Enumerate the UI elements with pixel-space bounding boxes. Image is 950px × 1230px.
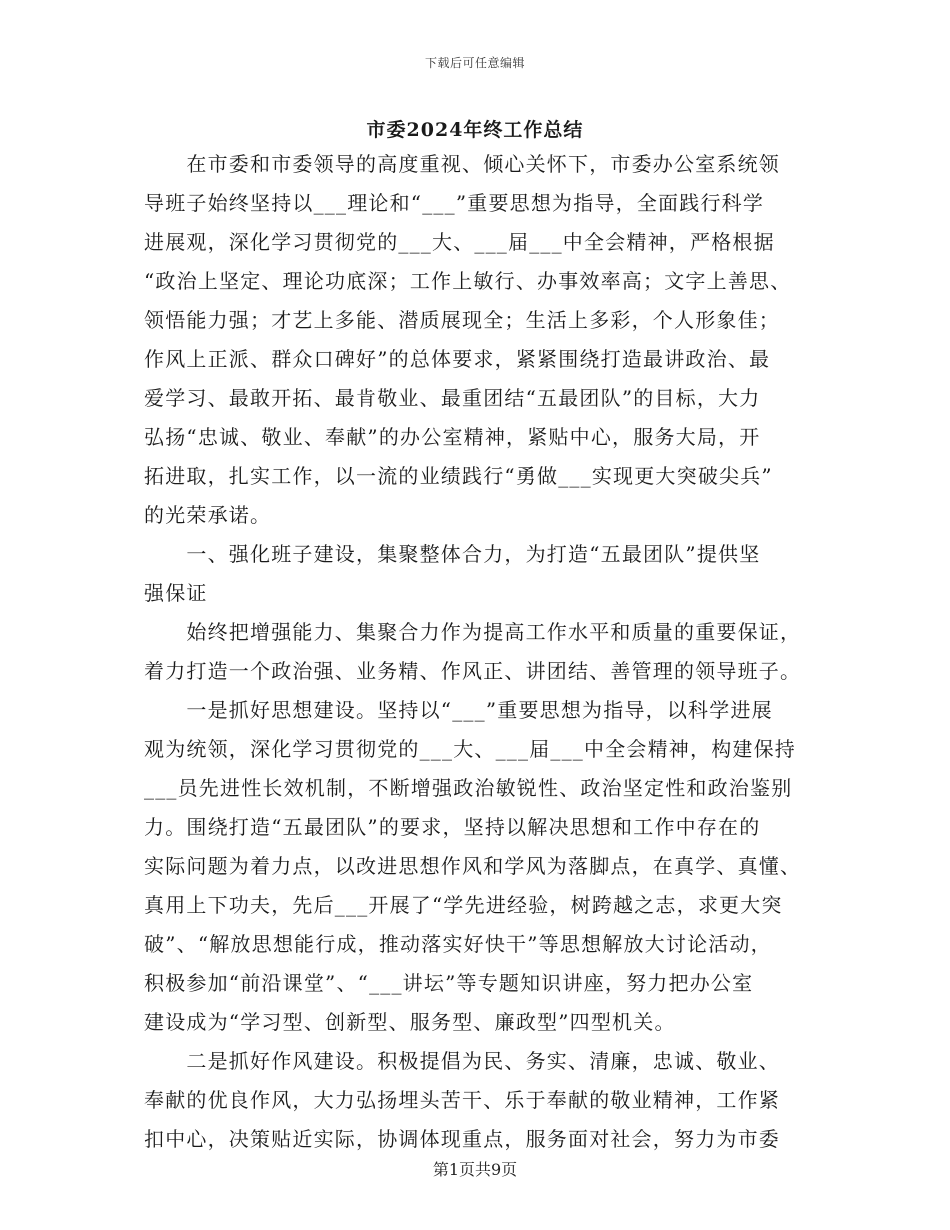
body-line: 着力打造一个政治强、业务精、作风正、讲团结、善管理的领导班子。	[144, 659, 802, 683]
body-line: 强保证	[144, 581, 208, 605]
body-line: 力。围绕打造“五最团队”的要求，坚持以解决思想和工作中存在的	[144, 815, 761, 839]
body-line: 始终把增强能力、集聚合力作为提高工作水平和质量的重要保证，	[144, 620, 802, 644]
body-line: 领悟能力强；才艺上多能、潜质展现全；生活上多彩，个人形象佳；	[144, 308, 780, 332]
body-line: 奉献的优良作风，大力弘扬埋头苦干、乐于奉献的敬业精神，工作紧	[144, 1088, 780, 1112]
body-line: 建设成为“学习型、创新型、服务型、廉政型”四型机关。	[144, 1010, 676, 1034]
body-line: 弘扬“忠诚、敬业、奉献”的办公室精神，紧贴中心，服务大局，开	[144, 425, 761, 449]
body-line: 二是抓好作风建设。积极提倡为民、务实、清廉，忠诚、敬业、	[144, 1049, 780, 1073]
body-line: 作风上正派、群众口碑好”的总体要求，紧紧围绕打造最讲政治、最	[144, 347, 771, 371]
document-body	[144, 145, 810, 1159]
body-line: ___员先进性长效机制，不断增强政治敏锐性、政治坚定性和政治鉴别	[144, 776, 793, 800]
body-line: 积极参加“前沿课堂”、“___讲坛”等专题知识讲座，努力把办公室	[144, 971, 754, 995]
body-line: 一是抓好思想建设。坚持以“___”重要思想为指导，以科学进展	[144, 698, 773, 722]
body-line: “政治上坚定、理论功底深；工作上敏行、办事效率高；文字上善思、	[144, 269, 792, 293]
body-line: 导班子始终坚持以___理论和“___”重要思想为指导，全面践行科学	[144, 191, 765, 215]
header-note: 下载后可任意编辑	[424, 56, 525, 70]
page-footer: 第1页共9页	[432, 1160, 518, 1179]
body-line: 在市委和市委领导的高度重视、倾心关怀下，市委办公室系统领	[144, 152, 780, 176]
body-line: 的光荣承诺。	[144, 503, 272, 527]
body-line: 扣中心，决策贴近实际，协调体现重点，服务面对社会，努力为市委	[144, 1127, 780, 1151]
body-line: 实际问题为着力点，以改进思想作风和学风为落脚点，在真学、真懂、	[144, 854, 802, 878]
body-line: 破”、“解放思想能行成，推动落实好快干”等思想解放大讨论活动，	[144, 932, 772, 956]
body-line: 进展观，深化学习贯彻党的___大、___届___中全会精神，严格根据	[144, 230, 775, 254]
body-line: 拓进取，扎实工作，以一流的业绩践行“勇做___实现更大突破尖兵”	[144, 464, 773, 488]
document-title: 市委2024年终工作总结	[366, 119, 584, 141]
body-line: 爱学习、最敢开拓、最肯敬业、最重团结“五最团队”的目标，大力	[144, 386, 761, 410]
body-line: 真用上下功夫，先后___开展了“学先进经验，树跨越之志，求更大突	[144, 893, 783, 917]
body-line: 一、强化班子建设，集聚整体合力，为打造“五最团队”提供坚	[144, 542, 761, 566]
body-line: 观为统领，深化学习贯彻党的___大、___届___中全会精神，构建保持	[144, 737, 796, 761]
